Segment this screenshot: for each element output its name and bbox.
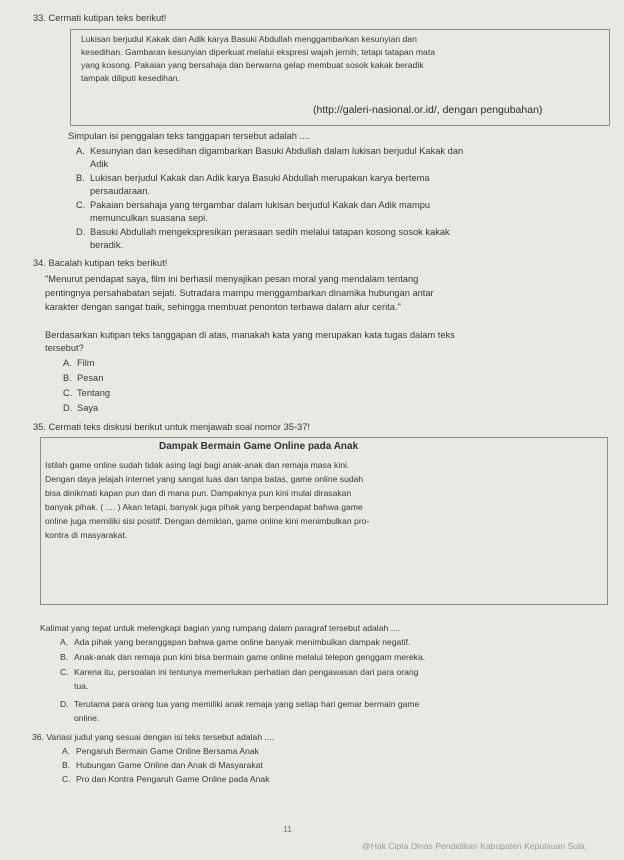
q33-option-d-letter[interactable]: D. [76,227,86,237]
q33-box-line-2: kesedihan. Gambaran kesunyian diperkuat melalui ekspresi wajah jernih, tetapi tatapan mata [81,47,435,57]
q33-box-line-4: tampak diliputi kesedihan. [81,73,180,83]
q33-option-c[interactable]: Pakaian bersahaja yang tergambar dalam lukisan berjudul Kakak dan Adik mampu [90,200,431,210]
q33-quote-box [70,29,610,126]
copyright-footer: @Hak Cipta Dinas Pendidikan Kabupaten Kepulauan Sula [362,841,585,851]
q35-box-line-6: kontra di masyarakat. [45,530,128,540]
q34-quote-line-2: pentingnya persahabatan sejati. Sutradara mampu menggambarkan dinamika hubungan antar [45,288,434,298]
q34-option-b-letter[interactable]: B. [63,373,72,383]
q36-heading: 36. Variasi judul yang sesuai dengan isi teks tersebut adalah .... [32,732,275,742]
q33-option-d[interactable]: Basuki Abdullah mengekspresikan perasaan sedih melalui tatapan kosong sosok kakak [90,227,450,237]
q36-option-b[interactable]: Hubungan Game Online dan Anak di Masyarakat [76,760,263,770]
q34-heading: 34. Bacalah kutipan teks berikut! [33,258,168,268]
q34-question-line-1: Berdasarkan kutipan teks tanggapan di atas, manakah kata yang merupakan kata tugas dalam teks [45,330,455,340]
q33-box-line-3: yang kosong. Pakaian yang bersahaja dan berwarna gelap membuat sosok kakak beradik [81,60,424,70]
q35-box-line-2: Dengan daya jelajah internet yang sangat luas dan tanpa batas, game online sudah [45,474,364,484]
q33-option-b-letter[interactable]: B. [76,173,85,183]
q34-option-d[interactable]: Saya [77,403,99,413]
q34-option-b[interactable]: Pesan [77,373,104,383]
q35-box-title: Dampak Bermain Game Online pada Anak [159,441,359,452]
q33-option-a-cont: Adik [90,159,109,169]
q36-option-c[interactable]: Pro dan Kontra Pengaruh Game Online pada Anak [76,774,270,784]
q35-heading: 35. Cermati teks diskusi berikut untuk menjawab soal nomor 35-37! [33,422,310,432]
q33-question: Simpulan isi penggalan teks tanggapan tersebut adalah .... [68,131,310,141]
q34-quote-line-3: karakter dengan sangat baik, sehingga membuat penonton terbawa dalam alur cerita." [45,302,401,312]
q33-box-line-1: Lukisan berjudul Kakak dan Adik karya Basuki Abdullah menggambarkan kesunyian dan [81,34,417,44]
q35-option-a[interactable]: Ada pihak yang beranggapan bahwa game online banyak menimbulkan dampak negatif. [74,637,411,647]
q33-option-a[interactable]: Kesunyian dan kesedihan digambarkan Basuki Abdullah dalam lukisan berjudul Kakak dan [90,146,464,156]
q34-question-line-2: tersebut? [45,343,84,353]
q36-option-b-letter[interactable]: B. [62,760,71,770]
q36-option-a[interactable]: Pengaruh Bermain Game Online Bersama Anak [76,746,259,756]
q35-box-line-3: bisa dinikmati kapan pun dan di mana pun. Dampaknya pun kini mulai dirasakan [45,488,352,498]
q34-option-a[interactable]: Film [77,358,95,368]
q35-text-box [40,437,608,605]
q36-option-c-letter[interactable]: C. [62,774,71,784]
q35-option-d-cont: online. [74,713,100,723]
q35-option-d-letter[interactable]: D. [60,699,69,709]
q33-option-c-letter[interactable]: C. [76,200,86,210]
q35-box-line-5: online juga memiliki sisi positif. Dengan demikian, game online kini menimbulkan pro- [45,516,370,526]
page-number: 11 [283,824,292,834]
q35-question: Kalimat yang tepat untuk melengkapi bagian yang rumpang dalam paragraf tersebut adalah .... [40,623,401,633]
q33-option-a-letter[interactable]: A. [76,146,85,156]
q33-heading: 33. Cermati kutipan teks berikut! [33,13,167,23]
q34-quote-line-1: "Menurut pendapat saya, film ini berhasil menyajikan pesan moral yang mendalam tentang [45,274,419,284]
q33-option-b[interactable]: Lukisan berjudul Kakak dan Adik karya Basuki Abdullah merupakan karya bertema [90,173,430,183]
q33-option-c-cont: memunculkan suasana sepi. [90,213,208,223]
q33-source: (http://galeri-nasional.or.id/, dengan pengubahan) [313,104,543,116]
q35-option-c[interactable]: Karena itu, persoalan ini tentunya memerlukan perhatian dan pengawasan dari para orang [74,667,419,677]
q35-option-b[interactable]: Anak-anak dan remaja pun kini bisa bermain game online melalui telepon genggam mereka. [74,652,426,662]
q33-option-d-cont: beradik. [90,240,124,250]
q35-box-line-4: banyak pihak. ( .... ) Akan tetapi, banyak juga pihak yang berpendapat bahwa game [45,502,363,512]
q36-option-a-letter[interactable]: A. [62,746,71,756]
q35-option-c-cont: tua. [74,681,89,691]
q34-option-a-letter[interactable]: A. [63,358,72,368]
q33-option-b-cont: persaudaraan. [90,186,150,196]
q34-option-c[interactable]: Tentang [77,388,111,398]
q35-option-d[interactable]: Terutama para orang tua yang memiliki anak remaja yang setiap hari gemar bermain game [74,699,420,709]
q34-option-d-letter[interactable]: D. [63,403,73,413]
q35-box-line-1: Istilah game online sudah tidak asing lagi bagi anak-anak dan remaja masa kini. [45,460,350,470]
q35-option-c-letter[interactable]: C. [60,667,69,677]
q34-option-c-letter[interactable]: C. [63,388,73,398]
q35-option-a-letter[interactable]: A. [60,637,69,647]
q35-option-b-letter[interactable]: B. [60,652,69,662]
